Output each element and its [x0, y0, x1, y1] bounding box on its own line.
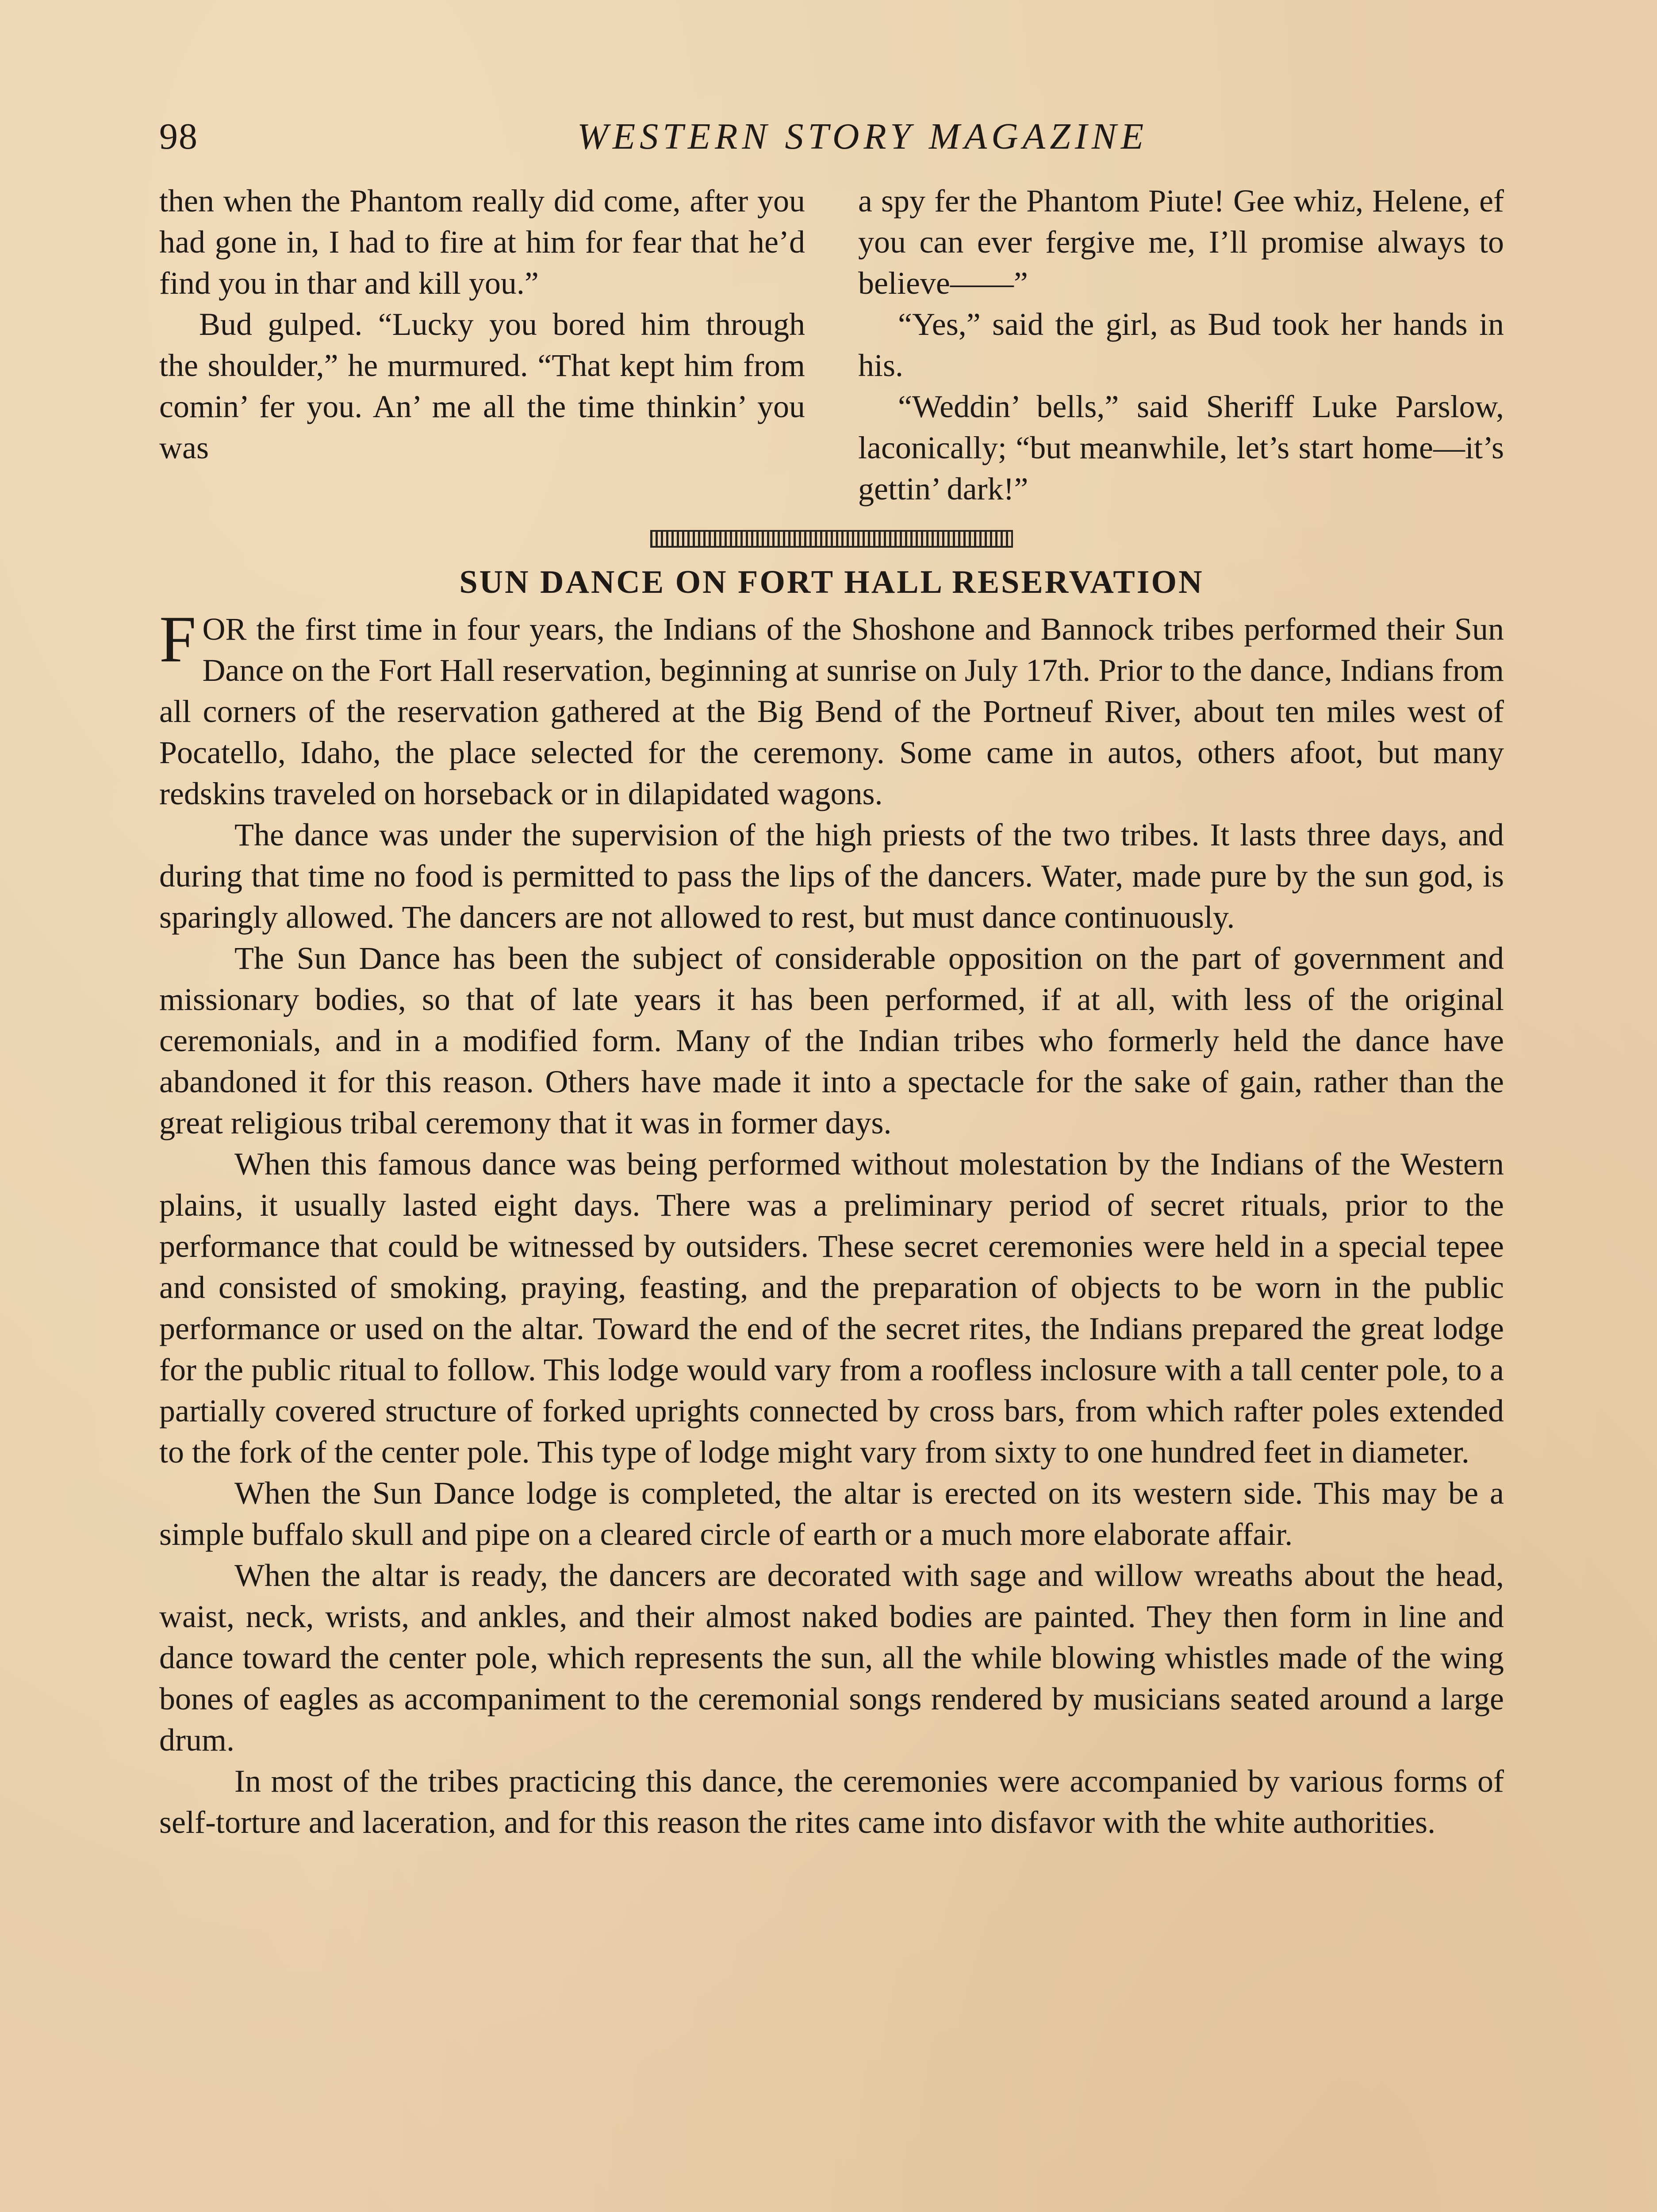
- paragraph: Bud gulped. “Lucky you bored him through the shoulder,” he murmured. “That kept him from comin’ fer you. An’ me all the time thinkin’ you was: [159, 307, 805, 465]
- magazine-title: WESTERN STORY MAGAZINE: [577, 116, 1148, 157]
- paragraph: then when the Phantom really did come, after you had gone in, I had to fire at him for fear that he’d find you in thar and kill you.”: [159, 183, 805, 301]
- paragraph: When the altar is ready, the dancers are decorated with sage and willow wreaths about the head, waist, neck, wrists, and ankles, and their almost naked bodies are painted. They then form in line and dance toward the center pole, which represents the sun, all the while blowing whistles made of the wing bones of eagles as accompaniment to the ceremonial songs rendered by musicians seated around a large drum.: [159, 1558, 1504, 1758]
- right-column: [858, 180, 1504, 510]
- paragraph: “Yes,” said the girl, as Bud took her hands in his.: [858, 307, 1504, 383]
- paragraph: The dance was under the supervision of the high priests of the two tribes. It lasts three days, and during that time no food is permitted to pass the lips of the dancers. Water, made pure by the sun god, is sparingly allowed. The dancers are not allowed to rest, but must dance continuously.: [159, 817, 1504, 935]
- paragraph: In most of the tribes practicing this dance, the ceremonies were accompanied by various forms of self-torture and laceration, and for this reason the rites came into disfavor with the white authorities.: [159, 1763, 1504, 1840]
- paragraph: When this famous dance was being performed without molestation by the Indians of the Western plains, it usually lasted eight days. There was a preliminary period of secret rituals, prior to the performance that could be witnessed by outsiders. These secret ceremonies were held in a special tepee and consisted of smoking, praying, feasting, and the preparation of objects to be worn in the public performance or used on the altar. Toward the end of the secret rites, the Indians prepared the great lodge for the public ritual to follow. This lodge would vary from a roofless inclosure with a tall center pole, to a partially covered structure of forked uprights connected by cross bars, from which rafter poles extended to the fork of the center pole. This type of lodge might vary from sixty to one hundred feet in diameter.: [159, 1146, 1504, 1470]
- story-ending: [159, 180, 1504, 510]
- first-paragraph: [159, 603, 1504, 814]
- article-title: SUN DANCE ON FORT HALL RESERVATION: [459, 564, 1204, 600]
- first-paragraph-text: OR the first time in four years, the Indians of the Shoshone and Bannock tribes performed their Sun Dance on the Fort Hall reservation, beginning at sunrise on July 17th. Prior to the dance, Indians from all corners of the reservation gathered at the Big Bend of the Portneuf River, about ten miles west of Pocatello, Idaho, the place selected for the ceremony. Some came in autos, others afoot, but many redskins traveled on horseback or in dilapidated wagons.: [159, 611, 1504, 811]
- page-header: [159, 111, 1504, 168]
- section-divider: [650, 530, 1013, 548]
- paragraph: When the Sun Dance lodge is completed, the altar is erected on its western side. This may be a simple buffalo skull and pipe on a cleared circle of earth or a much more elaborate affair.: [159, 1475, 1504, 1552]
- magazine-page: [159, 111, 1504, 1843]
- article: [159, 560, 1504, 1843]
- left-column: [159, 180, 805, 510]
- paragraph: The Sun Dance has been the subject of considerable opposition on the part of government and missionary bodies, so that of late years it has been performed, if at all, with less of the original ceremonials, and in a modified form. Many of the Indian tribes who formerly held the dance have abandoned it for this reason. Others have made it into a spectacle for the sake of gain, rather than the great religious tribal ceremony that it was in former days.: [159, 941, 1504, 1141]
- drop-cap: F: [159, 603, 196, 676]
- page-number: 98: [159, 116, 198, 157]
- paragraph: a spy fer the Phantom Piute! Gee whiz, Helene, ef you can ever fergive me, I’ll promise always to believe——”: [858, 183, 1504, 301]
- paragraph: “Weddin’ bells,” said Sheriff Luke Parslow, laconically; “but meanwhile, let’s start home—it’s gettin’ dark!”: [858, 389, 1504, 507]
